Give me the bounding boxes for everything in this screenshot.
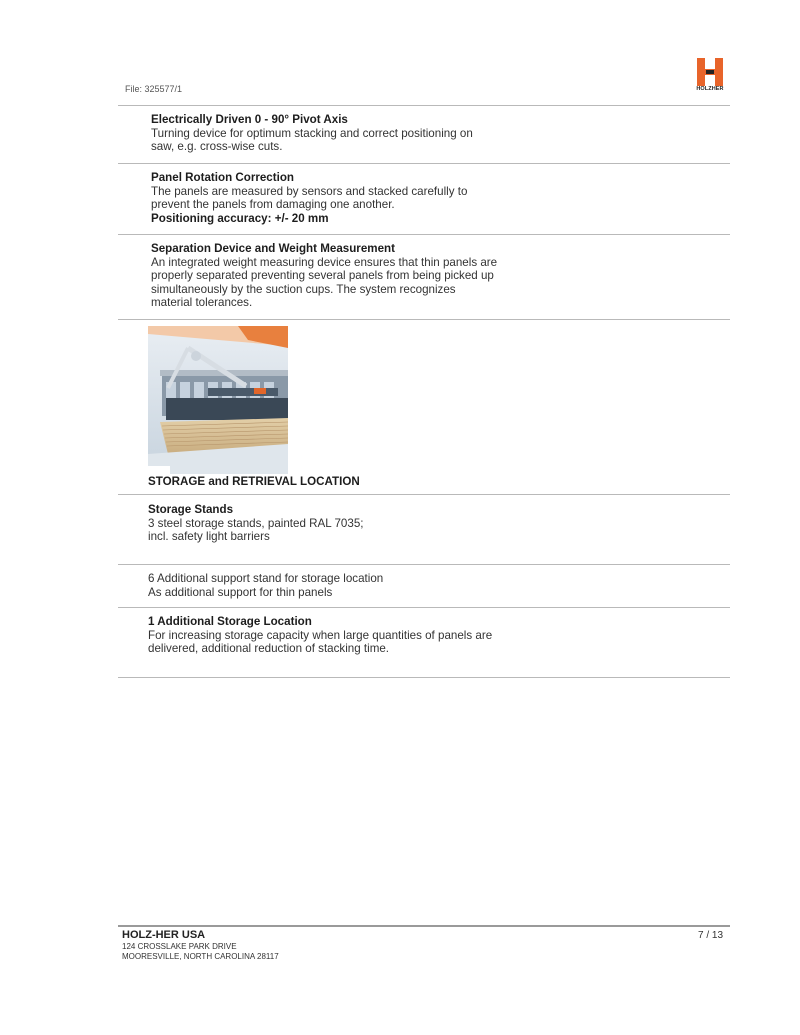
footer-address	[122, 942, 279, 962]
holzher-logo-icon	[697, 58, 723, 86]
storage-retrieval-title: STORAGE and RETRIEVAL LOCATION	[148, 475, 360, 488]
additional-storage-section	[148, 615, 528, 656]
separation-line: An integrated weight measuring device ensures that thin panels are	[151, 255, 498, 269]
support-stand-line: 6 Additional support stand for storage location	[148, 572, 384, 585]
storage-stands-title: Storage Stands	[148, 503, 234, 516]
rotation-section	[151, 171, 531, 225]
rotation-line: prevent the panels from damaging one another.	[151, 198, 395, 212]
footer-address-line: 124 CROSSLAKE PARK DRIVE	[122, 942, 237, 951]
separation-line: properly separated preventing several panels from being picked up	[151, 269, 494, 283]
storage-stands-line: incl. safety light barriers	[148, 530, 270, 544]
divider	[118, 677, 730, 678]
storage-stands-section	[148, 503, 528, 544]
support-stand-line: As additional support for thin panels	[148, 585, 333, 599]
additional-storage-line: For increasing storage capacity when large quantities of panels are	[148, 628, 493, 642]
separation-line: simultaneously by the suction cups. The system recognizes	[151, 282, 456, 296]
rotation-line: The panels are measured by sensors and stacked carefully to	[151, 184, 468, 198]
pivot-axis-line: Turning device for optimum stacking and correct positioning on	[151, 126, 473, 140]
pivot-axis-title: Electrically Driven 0 - 90° Pivot Axis	[151, 113, 348, 126]
page-number: 7 / 13	[698, 930, 724, 941]
logo-text: HOLZHER	[696, 86, 724, 92]
footer-address-line: MOORESVILLE, NORTH CAROLINA 28117	[122, 952, 279, 961]
divider	[118, 607, 730, 608]
divider	[118, 319, 730, 320]
support-stand-section	[148, 572, 528, 599]
storage-stands-line: 3 steel storage stands, painted RAL 7035;	[148, 516, 364, 530]
storage-photo	[148, 326, 288, 474]
divider	[118, 564, 730, 565]
footer-company: HOLZ-HER USA	[122, 929, 206, 941]
pivot-axis-section	[151, 113, 531, 154]
separation-section	[151, 242, 531, 310]
storage-photo-image	[148, 326, 288, 474]
file-label: File: 325577/1	[125, 84, 183, 94]
rotation-title: Panel Rotation Correction	[151, 171, 295, 184]
footer-divider	[118, 925, 730, 927]
positioning-accuracy: Positioning accuracy: +/- 20 mm	[151, 211, 329, 225]
pivot-axis-line: saw, e.g. cross-wise cuts.	[151, 140, 283, 154]
additional-storage-line: delivered, additional reduction of stacking time.	[148, 642, 390, 656]
divider	[118, 494, 730, 495]
holzher-logo	[695, 58, 725, 96]
separation-title: Separation Device and Weight Measurement	[151, 242, 395, 255]
divider	[118, 234, 730, 235]
divider	[118, 105, 730, 106]
separation-line: material tolerances.	[151, 296, 253, 310]
additional-storage-title: 1 Additional Storage Location	[148, 615, 312, 628]
divider	[118, 163, 730, 164]
